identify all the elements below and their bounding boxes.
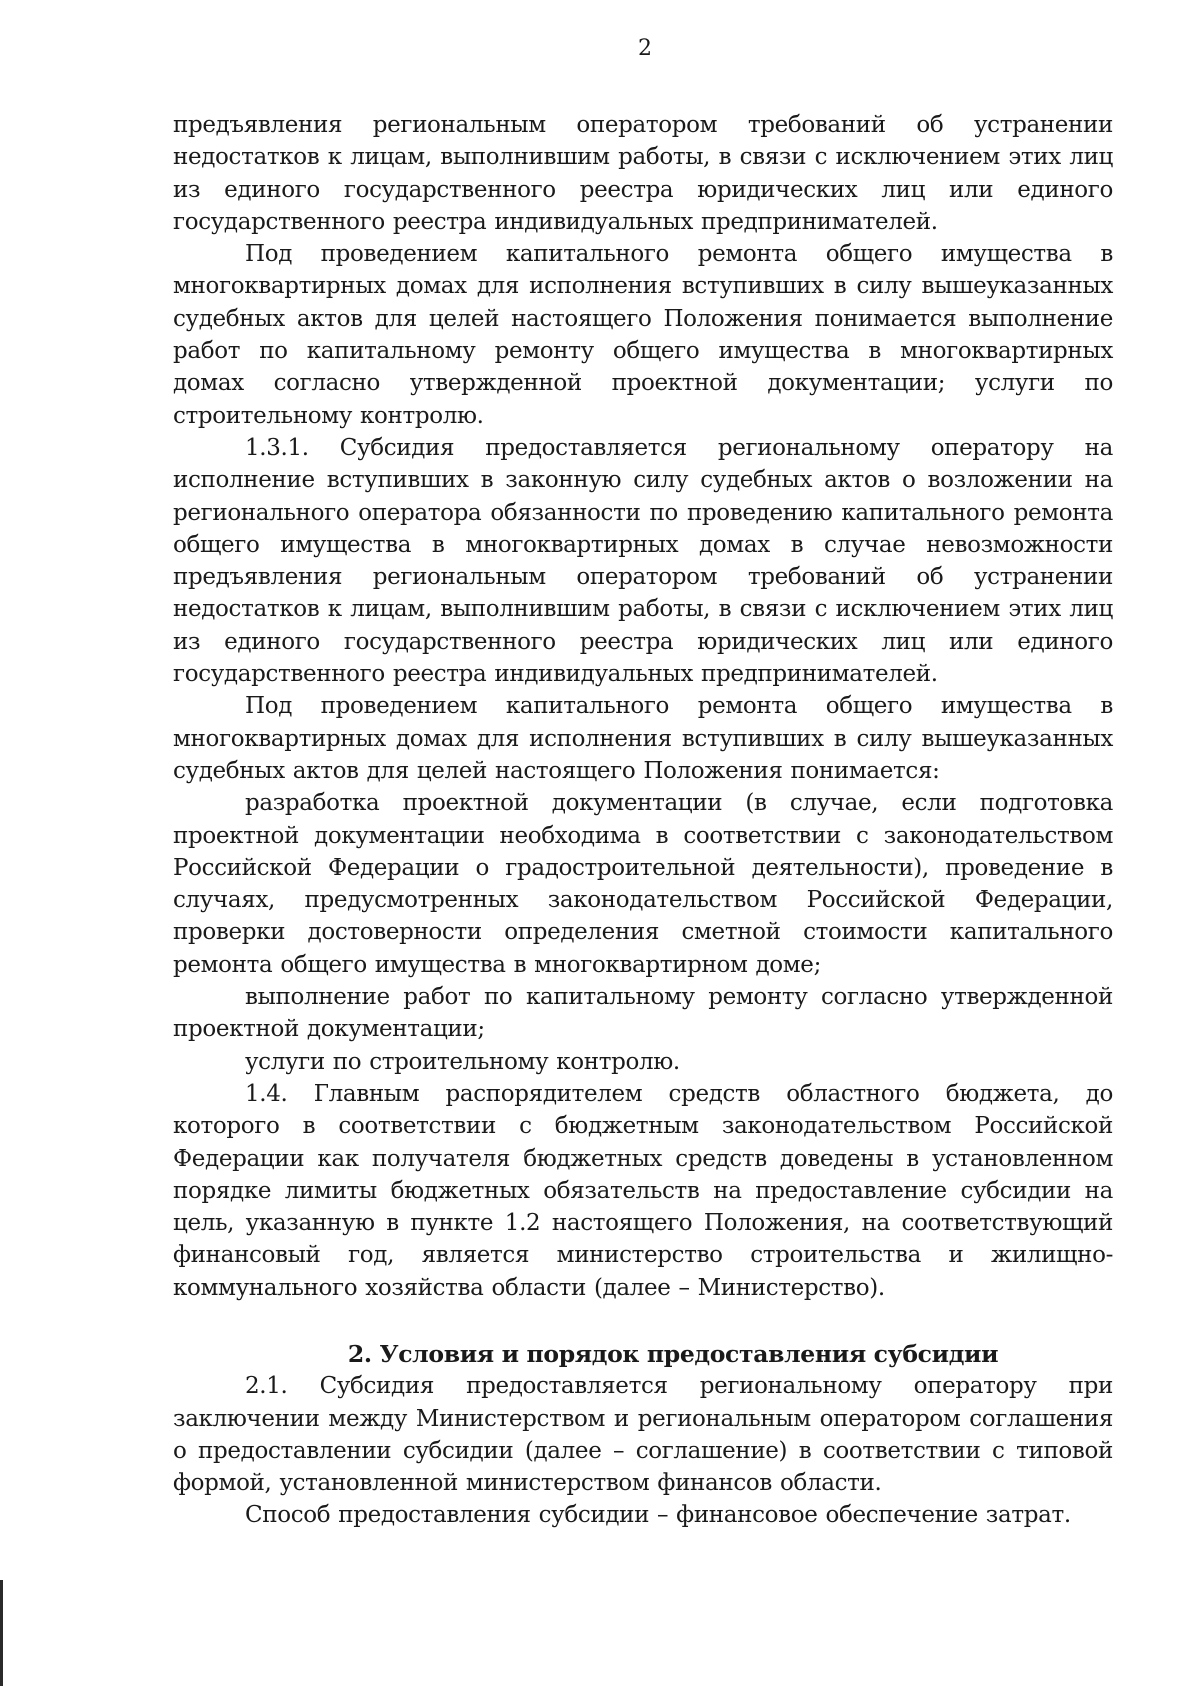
- paragraph-1-4: 1.4. Главным распорядителем средств областного бюджета, до которого в соответствии с бюджетным законодательством Российской Федерации как получателя бюджетных средств доведены в установленном порядке лимиты бюджетных обязательств на предоставление субсидии на цель, указанную в пункте 1.2 настоящего Положения, на соответствующий финансовый год, является министерство строительства и жилищно-коммунального хозяйства области (далее – Министерство).: [173, 1080, 1113, 1301]
- paragraph-1-3-1: 1.3.1. Субсидия предоставляется региональному оператору на исполнение вступивших в законную силу судебных актов о возложении на регионального оператора обязанности по проведению капитального ремонта общего имущества в многоквартирных домах в случае невозможности предъявления региональным оператором требований об устранении недостатков к лицам, выполнившим работы, в связи с исключением этих лиц из единого государственного реестра юридических лиц или единого государственного реестра индивидуальных предпринимателей.: [173, 434, 1113, 688]
- paragraph-continuation: предъявления региональным оператором требований об устранении недостатков к лицам, выполнившим работы, в связи с исключением этих лиц из единого государственного реестра юридических лиц или единого государственного реестра индивидуальных предпринимателей.: [173, 112, 1113, 235]
- paragraph-construction-control: услуги по строительному контролю.: [245, 1048, 680, 1075]
- scan-edge-mark: [0, 1580, 3, 1686]
- paragraph-2-1: 2.1. Субсидия предоставляется региональному оператору при заключении между Министерством и региональным оператором соглашения о предоставлении субсидии (далее – соглашение) в соответствии с типовой формой, установленной министерством финансов области.: [173, 1373, 1113, 1497]
- page-number: 2: [638, 36, 652, 61]
- section-2-heading: 2. Условия и порядок предоставления субсидии: [347, 1339, 999, 1368]
- paragraph-capital-repair-understood: Под проведением капитального ремонта общего имущества в многоквартирных домах для исполнения вступивших в силу вышеуказанных судебных актов для целей настоящего Положения понимается:: [173, 693, 1113, 784]
- paragraph-subsidy-method: Способ предоставления субсидии – финансовое обеспечение затрат.: [245, 1502, 1071, 1529]
- paragraph-capital-repair-definition: Под проведением капитального ремонта общего имущества в многоквартирных домах для исполнения вступивших в силу вышеуказанных судебных актов для целей настоящего Положения понимается выполнение работ по капитальному ремонту общего имущества в многоквартирных домах согласно утвержденной проектной документации; услуги по строительному контролю.: [173, 241, 1113, 429]
- document-body: [173, 109, 1113, 1532]
- paragraph-project-documentation: разработка проектной документации (в случае, если подготовка проектной документации необходима в соответствии с законодательством Российской Федерации о градостроительной деятельности), проведение в случаях, предусмотренных законодательством Российской Федерации, проверки достоверности определения сметной стоимости капитального ремонта общего имущества в многоквартирном доме;: [173, 790, 1113, 978]
- paragraph-works-execution: выполнение работ по капитальному ремонту согласно утвержденной проектной документации;: [173, 984, 1113, 1043]
